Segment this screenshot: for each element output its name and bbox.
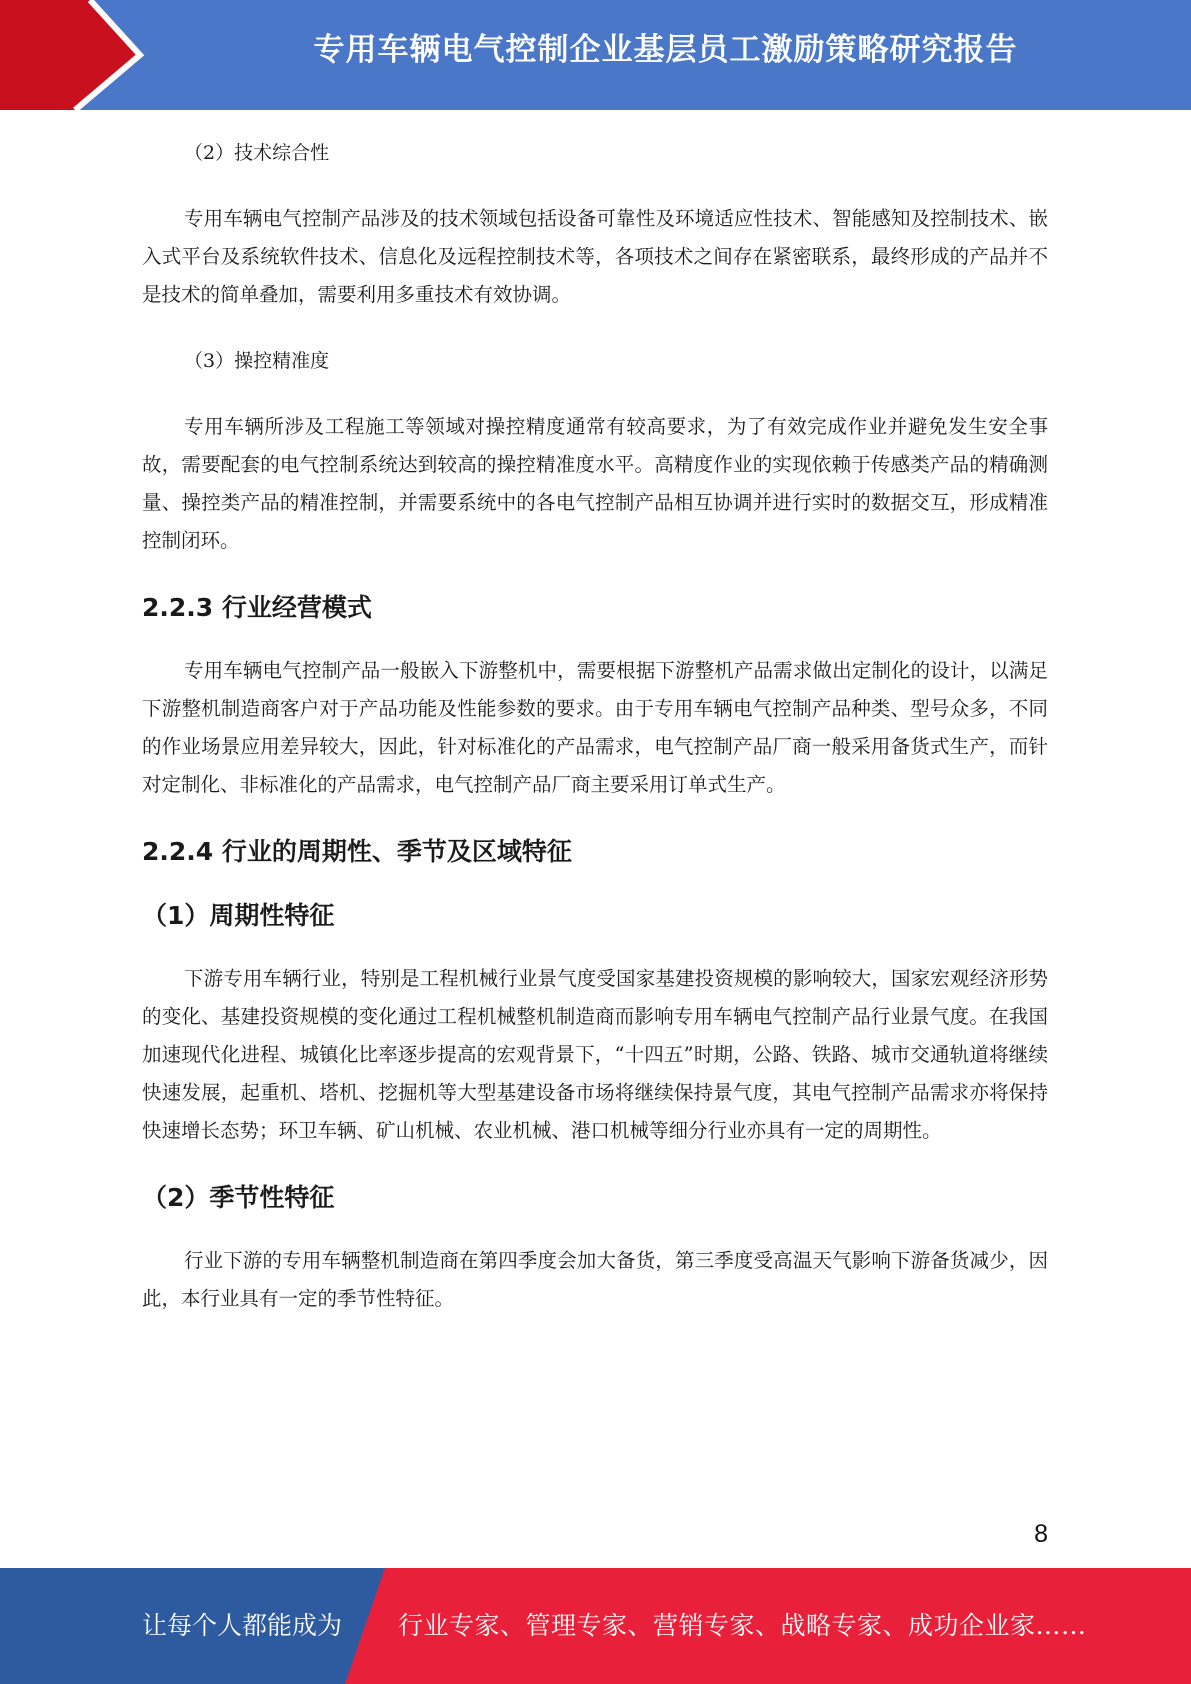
page-footer [0,1568,1191,1684]
subsection-title-control-precision: （3）操控精准度 [184,350,330,372]
subsection-title-technical-integration: （2）技术综合性 [184,142,330,164]
section-heading-2-2-3: 2.2.3 行业经营模式 [142,593,372,622]
document-body [142,124,1048,1346]
page-number: 8 [1034,1520,1048,1548]
section-heading-2-2-4: 2.2.4 行业的周期性、季节及区域特征 [142,837,572,866]
report-title: 专用车辆电气控制企业基层员工激励策略研究报告 [313,32,1018,68]
footer-slogan-right: 行业专家、管理专家、营销专家、战略专家、成功企业家…… [398,1611,1087,1640]
paragraph-technical-integration: 专用车辆电气控制产品涉及的技术领域包括设备可靠性及环境适应性技术、智能感知及控制技术、嵌入式平台及系统软件技术、信息化及远程控制技术等，各项技术之间存在紧密联系，最终形成的产品并不是技术的简单叠加，需要利用多重技术有效协调。 [142,207,1048,306]
footer-slogan-left: 让每个人都能成为 [142,1611,343,1640]
subheading-cyclicality: （1）周期性特征 [142,901,335,930]
paragraph-seasonality: 行业下游的专用车辆整机制造商在第四季度会加大备货，第三季度受高温天气影响下游备货减少，因此，本行业具有一定的季节性特征。 [142,1249,1048,1310]
paragraph-cyclicality: 下游专用车辆行业，特别是工程机械行业景气度受国家基建投资规模的影响较大，国家宏观经济形势的变化、基建投资规模的变化通过工程机械整机制造商而影响专用车辆电气控制产品行业景气度。在我国加速现代化进程、城镇化比率逐步提高的宏观背景下，“十四五”时期，公路、铁路、城市交通轨道将继续快速发展，起重机、塔机、挖掘机等大型基建设备市场将继续保持景气度，其电气控制产品需求亦将保持快速增长态势；环卫车辆、矿山机械、农业机械、港口机械等细分行业亦具有一定的周期性。 [142,967,1048,1142]
header-arrow-decoration [0,0,160,110]
paragraph-business-model: 专用车辆电气控制产品一般嵌入下游整机中，需要根据下游整机产品需求做出定制化的设计，以满足下游整机制造商客户对于产品功能及性能参数的要求。由于专用车辆电气控制产品种类、型号众多，不同的作业场景应用差异较大，因此，针对标准化的产品需求，电气控制产品厂商一般采用备货式生产，而针对定制化、非标准化的产品需求，电气控制产品厂商主要采用订单式生产。 [142,659,1048,796]
page-header [0,0,1191,110]
paragraph-control-precision: 专用车辆所涉及工程施工等领域对操控精度通常有较高要求，为了有效完成作业并避免发生安全事故，需要配套的电气控制系统达到较高的操控精准度水平。高精度作业的实现依赖于传感类产品的精确测量、操控类产品的精准控制，并需要系统中的各电气控制产品相互协调并进行实时的数据交互，形成精准控制闭环。 [142,415,1048,552]
subheading-seasonality: （2）季节性特征 [142,1183,335,1212]
